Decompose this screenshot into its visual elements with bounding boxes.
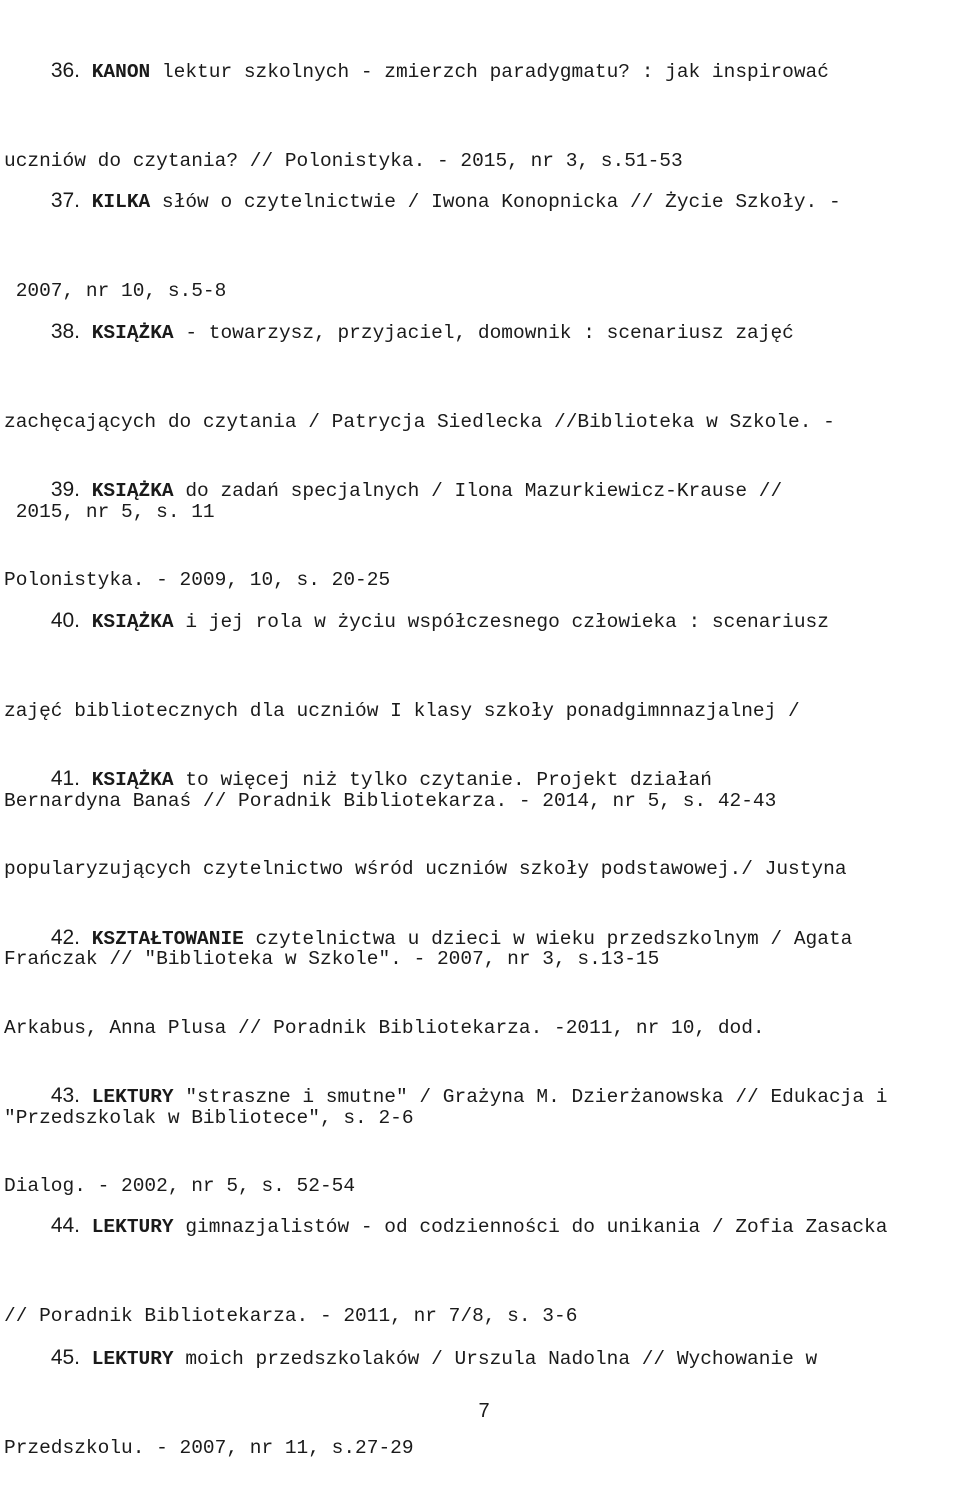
entry-line <box>4 606 960 636</box>
entry-keyword: KANON <box>91 61 151 83</box>
entry-text: do zadań specjalnych / Ilona Mazurkiewicz-Krause // <box>173 480 783 502</box>
entry-text: zachęcających do czytania / Patrycja Siedlecka //Biblioteka w Szkole. - <box>4 411 835 433</box>
entry-line <box>4 186 960 216</box>
entry-line <box>4 56 960 86</box>
entry-text: moich przedszkolaków / Urszula Nadolna // Wychowanie w <box>173 1348 818 1370</box>
entry-text: Przedszkolu. - 2007, nr 11, s.27-29 <box>4 1437 414 1459</box>
entry-number: 43. <box>50 1084 81 1107</box>
entry-number: 45. <box>50 1346 81 1369</box>
entry-text: i jej rola w życiu współczesnego człowieka : scenariusz <box>173 611 829 633</box>
entry-keyword: KILKA <box>91 191 151 213</box>
entry-line <box>4 317 960 347</box>
entry-text: // Poradnik Bibliotekarza. - 2011, nr 7/8, s. 3-6 <box>4 1305 578 1327</box>
entry-keyword: KSIĄŻKA <box>91 322 174 344</box>
entry-number: 41. <box>50 767 81 790</box>
entry-text: uczniów do czytania? // Polonistyka. - 2015, nr 3, s.51-53 <box>4 150 683 172</box>
entry-number: 36. <box>50 59 81 82</box>
entry-text: - towarzysz, przyjaciel, domownik : scenariusz zajęć <box>173 322 794 344</box>
entry-text: "Przedszkolak w Bibliotece", s. 2-6 <box>4 1107 414 1129</box>
entry-text: słów o czytelnictwie / Iwona Konopnicka // Życie Szkoły. - <box>150 191 841 213</box>
entry-number: 42. <box>50 926 81 949</box>
page-number: 7 <box>478 1400 490 1422</box>
entry-number: 39. <box>50 478 81 501</box>
entry-number: 40. <box>50 609 81 632</box>
entry-keyword: LEKTURY <box>91 1348 174 1370</box>
entry-text: Arkabus, Anna Plusa // Poradnik Bibliotekarza. -2011, nr 10, dod. <box>4 1017 765 1039</box>
entry-keyword: KSIĄŻKA <box>91 611 174 633</box>
entry-line <box>4 475 960 505</box>
entry-text: czytelnictwa u dzieci w wieku przedszkolnym / Agata <box>243 928 853 950</box>
entry-text: lektur szkolnych - zmierzch paradygmatu? : jak inspirować <box>150 61 829 83</box>
entry-line <box>4 1211 960 1241</box>
entry-text: gimnazjalistów - od codzienności do unikania / Zofia Zasacka <box>173 1216 888 1238</box>
entry-number: 37. <box>50 189 81 212</box>
entry-text: zajęć bibliotecznych dla uczniów I klasy szkoły ponadgimnnazjalnej / <box>4 700 800 722</box>
entry-text: "straszne i smutne" / Grażyna M. Dzierżanowska // Edukacja i <box>173 1086 888 1108</box>
entry-text: popularyzujących czytelnictwo wśród uczniów szkoły podstawowej./ Justyna <box>4 858 847 880</box>
entry-text: Bernardyna Banaś // Poradnik Bibliotekarza. - 2014, nr 5, s. 42-43 <box>4 790 777 812</box>
entry-line <box>4 1343 960 1373</box>
entry-line <box>4 923 960 953</box>
entry-line <box>4 1433 960 1463</box>
entry-keyword: KSZTAŁTOWANIE <box>91 928 244 950</box>
entry-line <box>4 764 960 794</box>
entry-text: 2015, nr 5, s. 11 <box>4 501 215 523</box>
entry-keyword: KSIĄŻKA <box>91 480 174 502</box>
entry-text: Frańczak // "Biblioteka w Szkole". - 2007, nr 3, s.13-15 <box>4 948 660 970</box>
entry-text: Dialog. - 2002, nr 5, s. 52-54 <box>4 1175 356 1197</box>
entry-keyword: KSIĄŻKA <box>91 769 174 791</box>
entry-number: 38. <box>50 320 81 343</box>
entry-text: to więcej niż tylko czytanie. Projekt działań <box>173 769 712 791</box>
entry-text: 2007, nr 10, s.5-8 <box>4 280 227 302</box>
bibliography-entry-45 <box>4 1283 960 1493</box>
entry-keyword: LEKTURY <box>91 1086 174 1108</box>
entry-number: 44. <box>50 1214 81 1237</box>
entry-keyword: LEKTURY <box>91 1216 174 1238</box>
entry-line <box>4 1081 960 1111</box>
entry-text: Polonistyka. - 2009, 10, s. 20-25 <box>4 569 391 591</box>
